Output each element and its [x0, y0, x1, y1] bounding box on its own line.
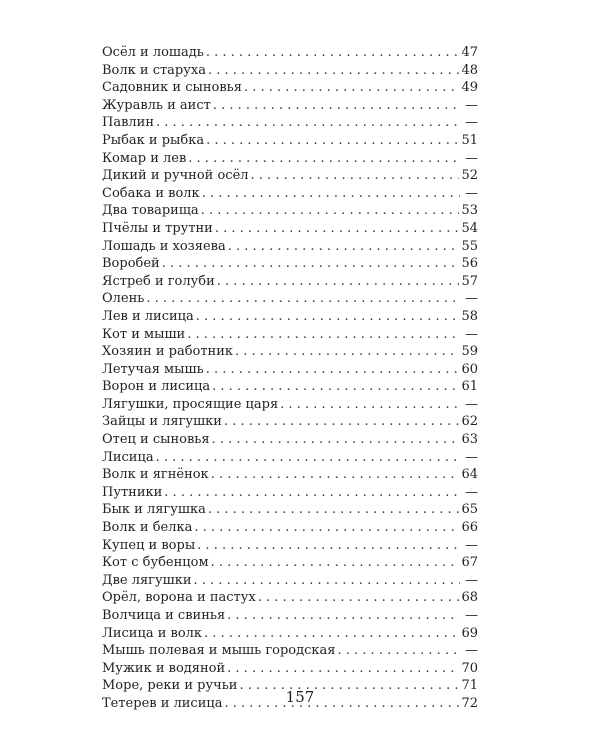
- toc-entry: [102, 220, 478, 238]
- toc-entry-title: Волчица и свинья: [102, 608, 226, 623]
- toc-entry-page: —: [465, 572, 478, 588]
- dot-leader: [212, 431, 460, 449]
- toc-entry: [102, 431, 478, 449]
- toc-entry-title: Бык и лягушка: [102, 502, 206, 518]
- dot-leader: [201, 202, 460, 220]
- toc-entry: [102, 132, 478, 150]
- toc-entry: [102, 308, 478, 326]
- toc-entry-title: Отец и сыновья: [102, 432, 210, 448]
- dot-leader: [258, 589, 460, 607]
- toc-entry: [102, 44, 478, 62]
- dot-leader: [204, 625, 459, 643]
- toc-entry-page: 57: [461, 273, 478, 289]
- toc-entry-title: Волк и белка: [102, 520, 193, 536]
- dot-leader: [215, 220, 460, 238]
- toc-entry-title: Летучая мышь: [102, 361, 204, 377]
- dot-leader: [338, 642, 461, 660]
- toc-entry: [102, 449, 478, 467]
- toc-entry: [102, 413, 478, 431]
- toc-entry: [102, 484, 478, 502]
- toc-entry-page: 68: [461, 590, 478, 606]
- toc-entry-title: Павлин: [102, 115, 154, 131]
- toc-entry-title: Путники: [102, 484, 163, 500]
- toc-entry-title: Собака и волк: [102, 185, 200, 201]
- toc-entry: [102, 273, 478, 291]
- toc-entry-page: 61: [461, 379, 478, 395]
- toc-entry-title: Воробей: [102, 256, 160, 272]
- toc-entry-title: Лягушки, просящие царя: [102, 396, 279, 412]
- toc-entry-title: Мужик и водяной: [102, 660, 226, 676]
- dot-leader: [227, 660, 459, 678]
- toc-entry-page: —: [465, 115, 478, 131]
- toc-entry: [102, 361, 478, 379]
- toc-entry: [102, 185, 478, 203]
- toc-entry-page: —: [465, 396, 478, 412]
- toc-entry-page: 69: [461, 625, 478, 641]
- toc-entry-page: 71: [461, 678, 478, 694]
- toc-entry-title: Кот с бубенцом: [102, 555, 209, 571]
- dot-leader: [244, 79, 460, 97]
- dot-leader: [212, 378, 459, 396]
- dot-leader: [228, 238, 460, 256]
- dot-leader: [217, 273, 460, 291]
- toc-entry-title: Море, реки и ручьи: [102, 678, 238, 694]
- toc-entry-title: Осёл и лошадь: [102, 45, 204, 60]
- toc-entry-title: Комар и лев: [102, 150, 187, 166]
- toc-entry: [102, 114, 478, 132]
- dot-leader: [194, 519, 459, 537]
- toc-entry-title: Волк и старуха: [102, 62, 206, 78]
- toc-entry-title: Лисица: [102, 449, 154, 465]
- dot-leader: [224, 413, 460, 431]
- dot-leader: [194, 572, 460, 590]
- toc-entry: [102, 343, 478, 361]
- toc-entry-title: Орёл, ворона и пастух: [102, 590, 256, 606]
- toc-entry: [102, 167, 478, 185]
- toc-entry-page: 72: [461, 695, 478, 711]
- toc-entry: [102, 238, 478, 256]
- toc-entry-page: 65: [461, 502, 478, 518]
- toc-entry-title: Мышь полевая и мышь городская: [102, 643, 336, 659]
- toc-entry-page: 66: [461, 520, 478, 536]
- toc-entry: [102, 150, 478, 168]
- toc-entry: [102, 519, 478, 537]
- toc-entry-title: Лисица и волк: [102, 625, 203, 641]
- toc-entry-title: Хозяин и работник: [102, 344, 234, 360]
- dot-leader: [196, 308, 460, 326]
- toc-entry-page: —: [465, 326, 478, 342]
- dot-leader: [211, 466, 460, 484]
- page-number: 157: [285, 688, 315, 706]
- toc-entry-page: 58: [461, 308, 478, 324]
- toc-entry: [102, 589, 478, 607]
- toc-entry-title: Ястреб и голуби: [102, 273, 215, 289]
- dot-leader: [146, 290, 460, 308]
- toc-entry-page: —: [465, 484, 478, 500]
- toc-entry: [102, 97, 478, 115]
- toc-entry: [102, 572, 478, 590]
- dot-leader: [213, 97, 460, 115]
- toc-entry-title: Журавль и аист: [102, 97, 211, 113]
- toc-entry: [102, 396, 478, 414]
- toc-entry-page: 48: [461, 62, 478, 78]
- toc-entry-page: —: [465, 537, 478, 553]
- toc-entry-page: 54: [461, 220, 478, 236]
- toc-entry-page: 59: [461, 344, 478, 360]
- toc-entry-title: Купец и воры: [102, 537, 196, 553]
- toc-entry-page: 47: [461, 45, 478, 60]
- toc-entry-title: Олень: [102, 291, 145, 307]
- toc-entry-title: Садовник и сыновья: [102, 80, 242, 96]
- dot-leader: [162, 255, 460, 273]
- dot-leader: [202, 185, 460, 203]
- toc-entry-title: Тетерев и лисица: [102, 695, 223, 711]
- toc-entry-page: 63: [461, 432, 478, 448]
- dot-leader: [188, 150, 460, 168]
- toc-entry-title: Дикий и ручной осёл: [102, 168, 249, 184]
- toc-entry-page: 49: [461, 80, 478, 96]
- dot-leader: [206, 44, 460, 62]
- dot-leader: [197, 537, 460, 555]
- toc-entry-page: 70: [461, 660, 478, 676]
- toc-entry-title: Кот и мыши: [102, 326, 186, 342]
- dot-leader: [206, 361, 460, 379]
- toc-entry: [102, 660, 478, 678]
- table-of-contents: [102, 44, 478, 713]
- toc-entry-page: 53: [461, 203, 478, 219]
- toc-entry-page: —: [465, 185, 478, 201]
- toc-entry: [102, 625, 478, 643]
- toc-entry-page: —: [465, 643, 478, 659]
- toc-entry-page: —: [465, 608, 478, 623]
- toc-entry-title: Волк и ягнёнок: [102, 467, 209, 483]
- toc-entry: [102, 501, 478, 519]
- toc-entry-title: Ворон и лисица: [102, 379, 211, 395]
- toc-entry-title: Две лягушки: [102, 572, 192, 588]
- toc-entry: [102, 607, 478, 625]
- dot-leader: [251, 167, 460, 185]
- toc-entry: [102, 255, 478, 273]
- toc-entry: [102, 378, 478, 396]
- toc-entry-page: 62: [461, 414, 478, 430]
- toc-entry-title: Два товарища: [102, 203, 199, 219]
- toc-entry-page: 64: [461, 467, 478, 483]
- toc-entry-title: Рыбак и рыбка: [102, 132, 205, 148]
- toc-entry-page: 55: [461, 238, 478, 254]
- dot-leader: [187, 326, 460, 344]
- toc-entry-page: —: [465, 150, 478, 166]
- dot-leader: [156, 114, 460, 132]
- dot-leader: [235, 343, 459, 361]
- toc-entry-page: 51: [461, 132, 478, 148]
- toc-entry-title: Лошадь и хозяева: [102, 238, 226, 254]
- toc-entry-page: 56: [461, 256, 478, 272]
- toc-entry-page: —: [465, 97, 478, 113]
- toc-entry: [102, 466, 478, 484]
- toc-entry: [102, 290, 478, 308]
- dot-leader: [211, 554, 460, 572]
- dot-leader: [227, 607, 460, 625]
- toc-entry-page: 52: [461, 168, 478, 184]
- toc-entry-title: Зайцы и лягушки: [102, 414, 222, 430]
- toc-entry: [102, 642, 478, 660]
- dot-leader: [208, 62, 459, 80]
- toc-entry-page: 60: [461, 361, 478, 377]
- toc-entry-title: Лев и лисица: [102, 308, 194, 324]
- toc-entry: [102, 326, 478, 344]
- toc-entry-page: —: [465, 449, 478, 465]
- toc-entry: [102, 554, 478, 572]
- dot-leader: [206, 132, 459, 150]
- toc-entry: [102, 202, 478, 220]
- dot-leader: [208, 501, 460, 519]
- toc-entry-page: —: [465, 291, 478, 307]
- toc-entry-title: Пчёлы и трутни: [102, 220, 213, 236]
- dot-leader: [280, 396, 460, 414]
- toc-entry-page: 67: [461, 555, 478, 571]
- dot-leader: [156, 449, 460, 467]
- toc-entry: [102, 62, 478, 80]
- toc-entry: [102, 537, 478, 555]
- dot-leader: [164, 484, 460, 502]
- toc-entry: [102, 79, 478, 97]
